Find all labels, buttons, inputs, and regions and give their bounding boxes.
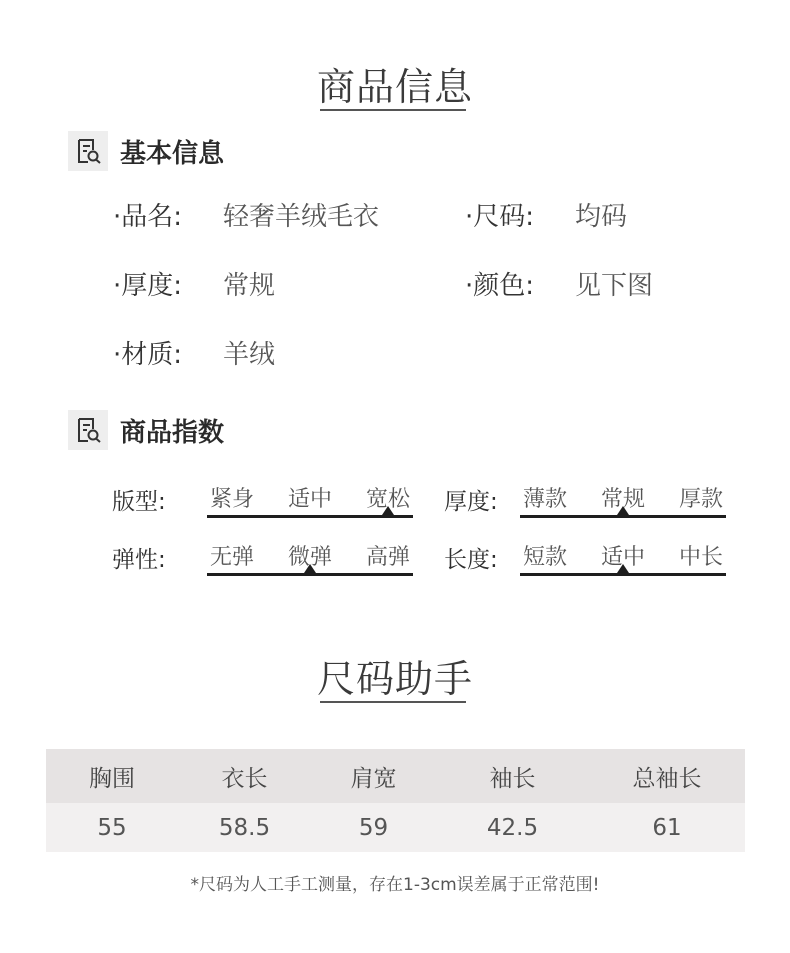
product-info-title-underline-wrap: [0, 109, 790, 111]
title-underline: [320, 109, 466, 111]
info-value: 羊绒: [223, 340, 276, 370]
scale-option: 紧身: [210, 487, 255, 512]
scale-marker-icon: [617, 506, 629, 515]
table-row: [46, 803, 745, 852]
scale-option: 常规: [600, 487, 645, 512]
table-cell: 59: [358, 814, 389, 841]
table-cell: 61: [652, 814, 682, 841]
scale-label-thickness: 厚度:: [444, 489, 498, 515]
info-key: ·颜色:: [465, 271, 535, 301]
scale-option: 无弹: [210, 545, 255, 570]
scale-label-fit: 版型:: [112, 489, 166, 515]
scale-length: [520, 540, 726, 590]
table-header-cell: 衣长: [221, 765, 268, 792]
product-info-title: 商品信息: [316, 65, 473, 109]
size-helper-underline-wrap: [0, 701, 790, 703]
info-value: 常规: [223, 271, 276, 301]
table-header-cell: 总袖长: [632, 765, 702, 792]
table-header-row: [46, 749, 745, 803]
scale-label-length: 长度:: [444, 547, 498, 573]
scale-bar: [207, 515, 413, 518]
title-underline: [320, 701, 466, 703]
size-helper-title-wrap: [0, 648, 790, 703]
basic-info-label: 基本信息: [120, 138, 225, 169]
info-row-thickness: [113, 265, 275, 302]
product-index-label: 商品指数: [120, 417, 225, 448]
info-row-material: [113, 334, 275, 371]
info-value: 见下图: [575, 271, 654, 301]
info-row-size: [465, 196, 627, 233]
scale-option: 微弹: [287, 545, 332, 570]
scale-thickness: [520, 482, 726, 532]
scale-option: 短款: [523, 545, 568, 570]
scale-option: 适中: [287, 487, 332, 512]
scale-marker-icon: [382, 506, 394, 515]
scale-option: 中长: [678, 545, 723, 570]
info-key: ·品名:: [113, 202, 183, 232]
table-cell: 58.5: [218, 814, 271, 841]
size-note: *尺码为人工手工测量，存在1-3cm误差属于正常范围!: [190, 875, 600, 895]
scale-elasticity: [207, 540, 413, 590]
info-key: ·尺码:: [465, 202, 535, 232]
document-search-icon: [68, 410, 108, 450]
scale-option: 高弹: [365, 545, 410, 570]
table-cell: 42.5: [486, 814, 539, 841]
scale-marker-icon: [617, 564, 629, 573]
info-value: 轻奢羊绒毛衣: [223, 202, 380, 232]
table-header-cell: 胸围: [89, 765, 135, 792]
product-info-title-wrap: [0, 56, 790, 111]
scale-bar: [520, 515, 726, 518]
scale-option: 适中: [600, 545, 645, 570]
scale-bar: [207, 573, 413, 576]
scale-bar: [520, 573, 726, 576]
scale-label-elasticity: 弹性:: [112, 547, 166, 573]
info-key: ·厚度:: [113, 271, 183, 301]
info-value: 均码: [575, 202, 628, 232]
scale-option: 薄款: [523, 487, 568, 512]
size-table: [46, 749, 745, 852]
table-header-cell: 肩宽: [350, 765, 397, 792]
scale-option: 厚款: [678, 487, 723, 512]
scale-marker-icon: [304, 564, 316, 573]
scale-option: 宽松: [365, 487, 410, 512]
size-helper-title: 尺码助手: [316, 657, 473, 701]
info-row-color: [465, 265, 653, 302]
table-header-cell: 袖长: [489, 765, 536, 792]
document-search-icon: [68, 131, 108, 171]
table-cell: 55: [97, 814, 127, 841]
basic-info-heading: [68, 131, 224, 171]
info-key: ·材质:: [113, 340, 183, 370]
scale-fit: [207, 482, 413, 532]
info-row-name: [113, 196, 379, 233]
product-index-heading: [68, 410, 224, 450]
